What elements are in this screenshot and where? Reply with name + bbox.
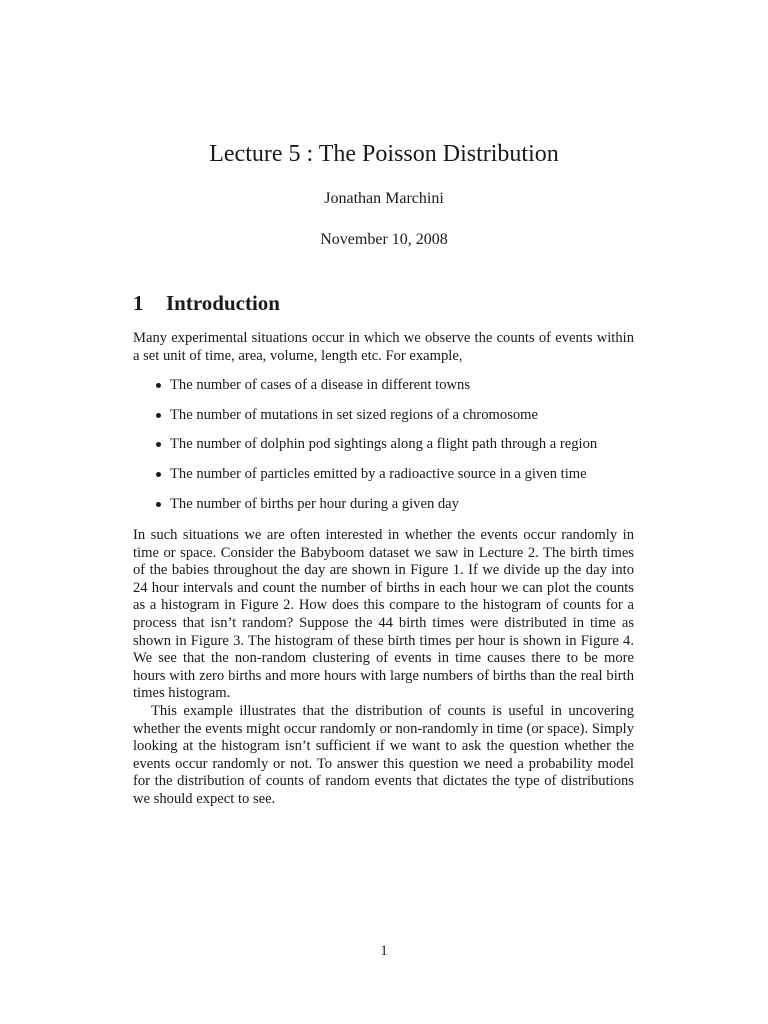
bullet-icon (156, 413, 161, 418)
body-paragraph-2: In such situations we are often interested in whether the events occur randomly in time or space. Consider the Babyboom dataset we saw in Lecture 2. The birth times of the babies throughout the day are shown in Figure 1. If we divide up the day into 24 hour intervals and count the number of births in each hour we can plot the counts as a histogram in Figure 2. How does this compare to the histogram of counts for a process that isn’t random? Suppose the 44 birth times were distributed in time as shown in Figure 3. The histogram of these birth times per hour is shown in Figure 4. We see that the non-random clustering of events in time causes there to be more hours with zero births and more hours with large numbers of births than the real birth times histogram. (133, 527, 634, 702)
list-item (155, 465, 635, 483)
document-title: Lecture 5 : The Poisson Distribution (209, 141, 559, 167)
examples-list (155, 376, 635, 524)
list-item-text: The number of particles emitted by a radioactive source in a given time (170, 466, 587, 483)
intro-paragraph: Many experimental situations occur in which we observe the counts of events within a set unit of time, area, volume, length etc. For example, (133, 330, 634, 364)
section-heading (133, 289, 280, 317)
list-item-text: The number of dolphin pod sightings along a flight path through a region (170, 436, 598, 453)
document-date: November 10, 2008 (320, 231, 448, 248)
document-author: Jonathan Marchini (324, 190, 444, 207)
list-item (155, 495, 635, 513)
list-item-text: The number of mutations in set sized regions of a chromosome (170, 406, 539, 423)
bullet-icon (156, 472, 161, 477)
page-number: 1 (380, 943, 388, 959)
list-item-text: The number of births per hour during a given day (170, 495, 459, 512)
list-item (155, 406, 635, 424)
body-paragraph-3: This example illustrates that the distribution of counts is useful in uncovering whether the events might occur randomly or non-randomly in time (or space). Simply looking at the histogram isn’t sufficient if we want to ask the question whether the events occur randomly or not. To answer this question we need a probability model for the distribution of counts of random events that dictates the type of distributions we should expect to see. (133, 703, 634, 807)
bullet-icon (156, 502, 161, 507)
list-item (155, 435, 635, 453)
bullet-icon (156, 383, 161, 388)
list-item-text: The number of cases of a disease in different towns (170, 377, 471, 393)
section-title: Introduction (166, 291, 280, 315)
bullet-icon (156, 442, 161, 447)
list-item (155, 376, 635, 394)
section-number: 1 (133, 291, 144, 315)
